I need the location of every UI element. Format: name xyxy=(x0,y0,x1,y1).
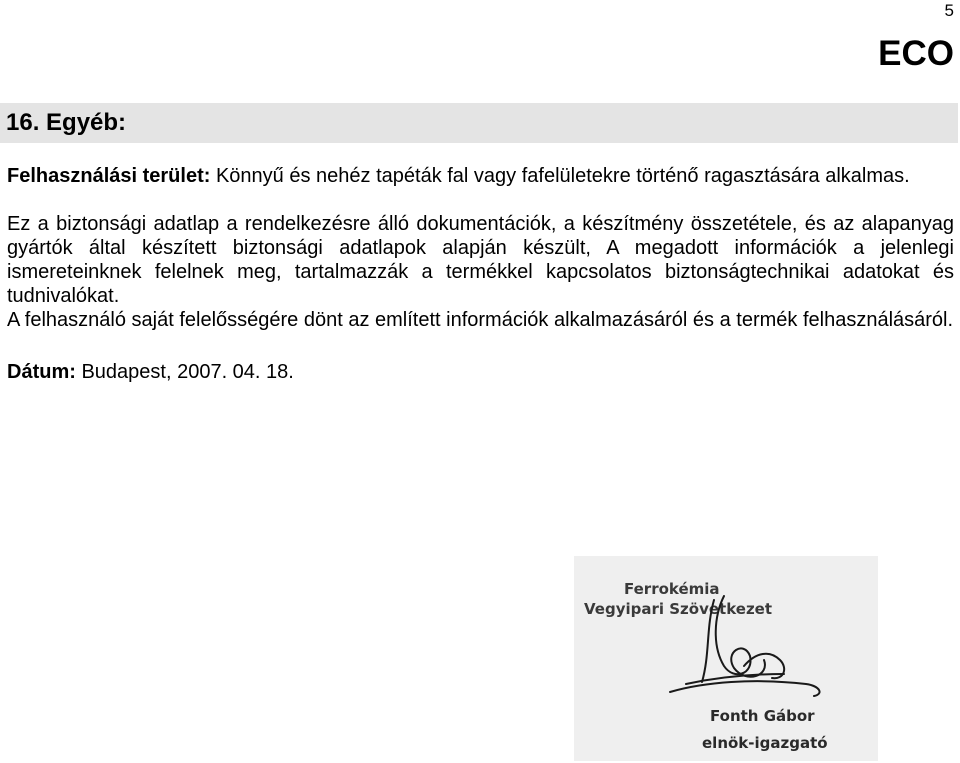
usage-label: Felhasználási terület: xyxy=(7,165,211,187)
usage-paragraph xyxy=(7,164,954,188)
date-label: Dátum: xyxy=(7,361,76,383)
page-number: 5 xyxy=(944,1,954,20)
brand-logo: ECO xyxy=(878,34,954,73)
responsibility-paragraph: A felhasználó saját felelősségére dönt az említett információk alkalmazásáról és a termék felhasználásáról. xyxy=(7,309,954,331)
usage-text: Könnyű és nehéz tapéták fal vagy fafelületekre történő ragasztására alkalmas. xyxy=(215,165,910,187)
date-line xyxy=(7,360,954,384)
signer-title: elnök-igazgató xyxy=(702,734,828,752)
stamp-company-line2: Vegyipari Szövetkezet xyxy=(584,600,773,618)
document-content xyxy=(7,164,954,384)
signature-stamp xyxy=(574,556,878,761)
date-value: Budapest, 2007. 04. 18. xyxy=(81,361,294,383)
stamp-company-line1: Ferrokémia xyxy=(624,580,720,598)
section-title: 16. Egyéb: xyxy=(6,109,127,136)
section-header-bar xyxy=(0,103,958,143)
signer-name: Fonth Gábor xyxy=(710,707,815,725)
disclaimer-paragraph: Ez a biztonsági adatlap a rendelkezésre álló dokumentációk, a készítmény összetétele, és az alapanyag gyártók által készített biztonsági adatlapok alapján készült, A megadott információk a jelenlegi ismereteinknek felelnek meg, tartalmazzák a termékkel kapcsolatos biztonságtechnikai adatokat és tudnivalókat. xyxy=(7,213,954,307)
